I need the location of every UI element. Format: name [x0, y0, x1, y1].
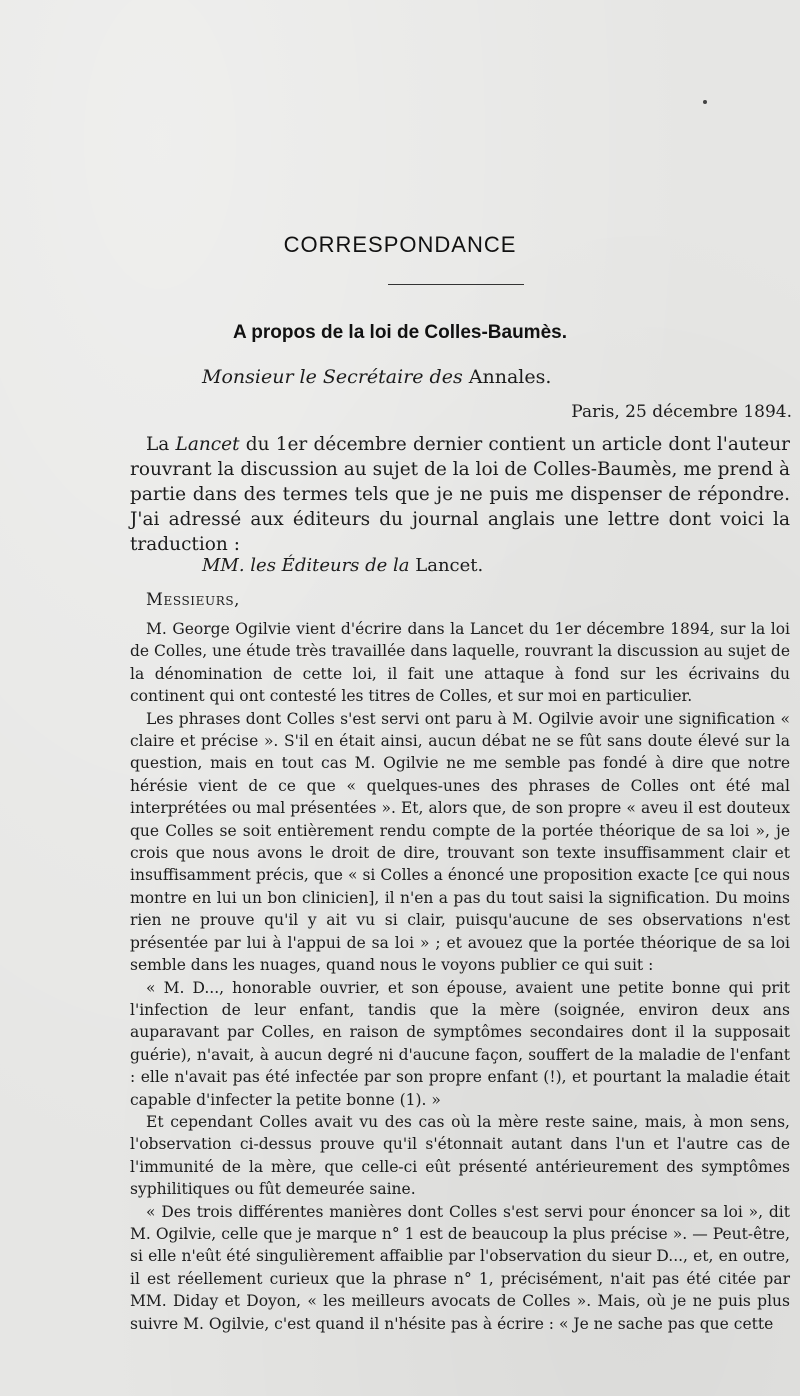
letter-address-prefix: MM. les Éditeurs de la [202, 555, 410, 576]
letter-paragraph-4: Et cependant Colles avait vu des cas où la mère reste saine, mais, à mon sens, l'observation ci-dessus prouve qu'il s'étonnait autant dans l'un et l'autre cas de l'immunité de la mère, que celle-ci eût présenté antérieurement des symptômes syphilitiques ou fût demeurée saine. [130, 1112, 790, 1199]
letter-address-name: Lancet. [415, 555, 484, 576]
dateline: Paris, 25 décembre 1894. [571, 402, 792, 422]
intro-date-ordinal: 1er [275, 434, 308, 455]
letter-address [202, 555, 483, 576]
letter-paragraph-1: M. George Ogilvie vient d'écrire dans la Lancet du 1er décembre 1894, sur la loi de Colles, une étude très travaillée dans laquelle, rouvrant la discussion au sujet de la dénomination de cette loi, il fait une attaque à fond sur les écrivains du continent qui ont contesté les titres de Colles, et sur moi en particulier. [130, 620, 790, 706]
salutation-prefix: Monsieur le Secrétaire des [202, 366, 463, 388]
ink-speck [703, 100, 707, 104]
letter-greeting: Messieurs, [146, 590, 240, 609]
intro-text-3: décembre dernier contient un article dont l'auteur rouvrant la discussion au sujet de la loi de Colles-Baumès, me prend à partie dans des termes tels que je ne puis me dispenser de répondre. J'ai adressé aux éditeurs du journal anglais une lettre dont voici la traduction : [130, 434, 790, 555]
article-title: A propos de la loi de Colles-Baumès. [233, 322, 567, 343]
letter-paragraph-3: « M. D..., honorable ouvrier, et son épouse, avaient une petite bonne qui prit l'infection de leur enfant, tandis que la mère (soignée, environ deux ans auparavant par Colles, en raison de symptômes secondaires dont il la supposait guérie), n'avait, à aucun degré ni d'aucune façon, souffert de la maladie de l'enfant : elle n'avait pas été infectée par son propre enfant (!), et pourtant la maladie était capable d'infecter la petite bonne (1). » [130, 978, 790, 1109]
intro-lancet: Lancet [175, 434, 240, 455]
intro-text-1: La [146, 434, 176, 455]
salutation [202, 366, 551, 388]
letter-body [130, 618, 790, 1335]
intro-paragraph [130, 432, 790, 557]
section-heading: CORRESPONDANCE [283, 232, 517, 257]
letter-paragraph-2: Les phrases dont Colles s'est servi ont paru à M. Ogilvie avoir une signification « claire et précise ». S'il en était ainsi, aucun débat ne se fût sans doute élevé sur la question, mais en tout cas M. Ogilvie ne me semble pas fondé à dire que notre hérésie vient de ce que « quelques-unes des phrases de Colles ont été mal interprétées ou mal présentées ». Et, alors que, de son propre « aveu il est douteux que Colles se soit entièrement rendu compte de la portée théorique de sa loi », je crois que nous avons le droit de dire, trouvant son texte insuffisamment clair et insuffisamment précis, que « si Colles a énoncé une proposition exacte [ce qui nous montre en lui un bon clinicien], il n'en a pas du tout saisi la signification. Du moins rien ne prouve qu'il y ait vu si clair, puisqu'aucune de ses observations n'est présentée par lui à l'appui de sa loi » ; et avouez que la portée théorique de sa loi semble dans les nuages, quand nous le voyons publier ce qui suit : [130, 709, 790, 975]
intro-text-2: du [239, 434, 276, 455]
heading-rule [388, 284, 524, 285]
salutation-name: Annales. [468, 366, 552, 388]
letter-paragraph-5: « Des trois différentes manières dont Colles s'est servi pour énoncer sa loi », dit M. Ogilvie, celle que je marque n° 1 est de beaucoup la plus précise ». — Peut-être, si elle n'eût été singulièrement affaiblie par l'observation du sieur D..., et, en outre, il est réellement curieux que la phrase n° 1, précisément, n'ait pas été citée par MM. Diday et Doyon, « les meilleurs avocats de Colles ». Mais, où je ne puis plus suivre M. Ogilvie, c'est quand il n'hésite pas à écrire : « Je ne sache pas que cette [130, 1202, 790, 1333]
